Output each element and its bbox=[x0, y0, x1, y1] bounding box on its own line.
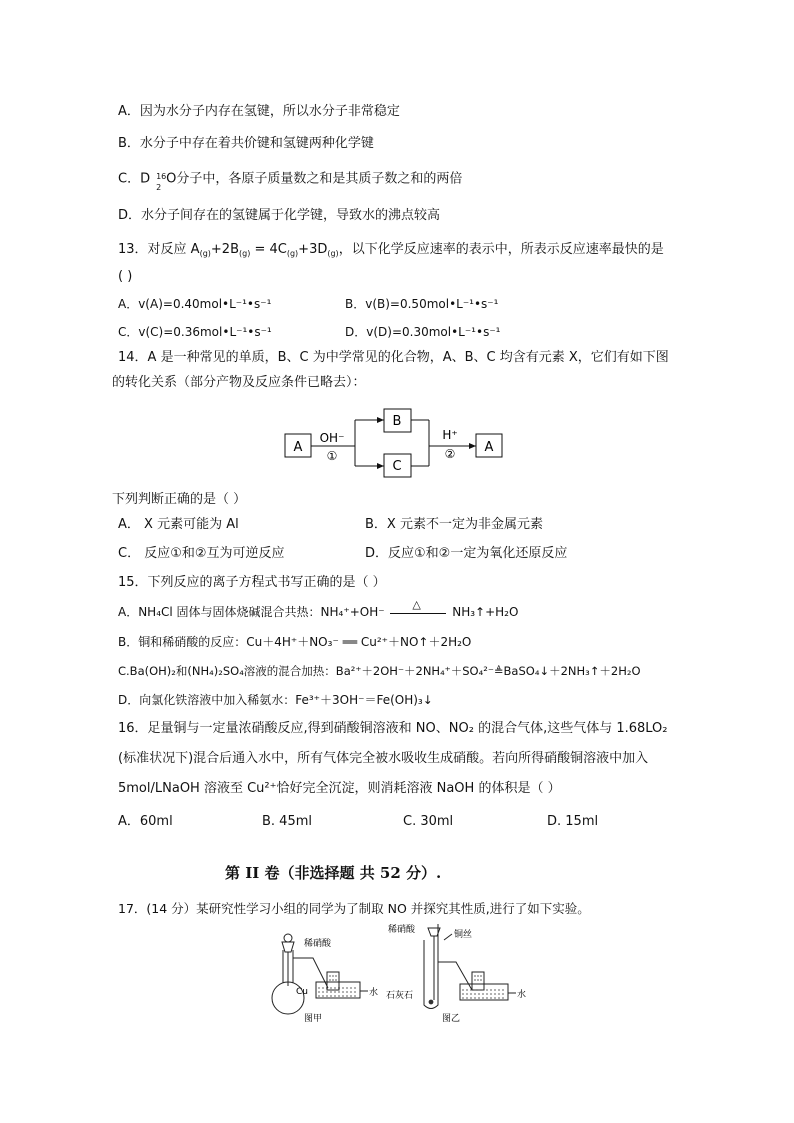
q14-question: 下列判断正确的是（ ） bbox=[112, 492, 247, 507]
q15-option-a bbox=[118, 597, 519, 622]
fig-a-caption: 图甲 bbox=[304, 1014, 323, 1024]
q13-option-a: A．v(A)=0.40mol•L⁻¹•s⁻¹ bbox=[118, 297, 272, 311]
q15-stem: 15．下列反应的离子方程式书写正确的是（ ） bbox=[118, 575, 386, 590]
q13-stem-end: ，以下化学反应速率的表示中，所表示反应速率最快的是 bbox=[338, 242, 664, 257]
diagram-box-a-right: A bbox=[484, 440, 494, 455]
q15-option-a-left: A．NH₄Cl 固体与固体烧碱混合共热：NH₄⁺+OH⁻ bbox=[118, 605, 385, 619]
q14-option-a: A． X 元素可能为 Al bbox=[118, 517, 239, 532]
diagram-arrow1-reagent: OH⁻ bbox=[319, 431, 345, 445]
fig-b-wire-label: 铜丝 bbox=[454, 930, 473, 940]
fig-b-stone-label: 石灰石 bbox=[386, 991, 414, 1001]
q17-stem: 17．(14 分）某研究性学习小组的同学为了制取 NO 并探究其性质,进行了如下实验。 bbox=[118, 901, 590, 916]
heat-symbol-icon: △ bbox=[412, 597, 421, 611]
q15-option-d: D．向氯化铁溶液中加入稀氨水：Fe³⁺＋3OH⁻＝Fe(OH)₃↓ bbox=[118, 693, 433, 707]
q12-option-b: B．水分子中存在着共价键和氢键两种化学键 bbox=[118, 136, 374, 151]
fig-b-acid-label: 稀硝酸 bbox=[388, 925, 416, 935]
fig-a-metal-label: Cu bbox=[296, 987, 308, 997]
q13-option-d: D．v(D)=0.30mol•L⁻¹•s⁻¹ bbox=[345, 325, 501, 339]
q16-option-b: B. 45ml bbox=[262, 814, 313, 829]
diagram-arrow2-reagent: H⁺ bbox=[442, 428, 458, 442]
fig-b-water-label: 水 bbox=[517, 990, 527, 1000]
q16-line3: 5mol/LNaOH 溶液至 Cu²⁺恰好完全沉淀，则消耗溶液 NaOH 的体积是（ ） bbox=[118, 781, 561, 796]
diagram-box-c: C bbox=[392, 459, 402, 474]
q16-option-d: D. 15ml bbox=[547, 814, 599, 829]
diagram-box-a-left: A bbox=[293, 440, 303, 455]
q12-option-c bbox=[118, 170, 463, 192]
q13-stem bbox=[118, 241, 664, 263]
section-2-title: 第 II 卷（非选择题 共 52 分）. bbox=[225, 864, 442, 882]
diagram-arrow1-step: ① bbox=[326, 449, 338, 463]
q12-option-c-prefix: C．D bbox=[118, 171, 151, 187]
q14-stem-line1: 14．A 是一种常见的单质，B、C 为中学常见的化合物，A、B、C 均含有元素 X，它们有如下图 bbox=[118, 350, 669, 365]
q13-state-b: (g) bbox=[239, 249, 251, 258]
q15-heat-arrow bbox=[388, 597, 448, 622]
q12-option-c-mass-number: 16 bbox=[156, 172, 167, 181]
diagram-box-b: B bbox=[392, 414, 402, 429]
q13-option-c: C．v(C)=0.36mol•L⁻¹•s⁻¹ bbox=[118, 325, 272, 339]
q13-stem-d: +3D bbox=[298, 242, 328, 257]
q12-option-a: A．因为水分子内存在氢键，所以水分子非常稳定 bbox=[118, 104, 400, 119]
fig-a-water-label: 水 bbox=[369, 988, 379, 998]
q14-option-d: D．反应①和②一定为氧化还原反应 bbox=[365, 546, 568, 561]
q14-conversion-diagram bbox=[280, 403, 510, 479]
q12-option-c-atom-count: 2 bbox=[156, 183, 162, 192]
q13-answer-paren: ( ) bbox=[118, 269, 133, 284]
diagram-arrow2-step: ② bbox=[444, 447, 456, 461]
q14-stem-line2: 的转化关系（部分产物及反应条件已略去）： bbox=[112, 375, 366, 390]
q16-line1: 16．足量铜与一定量浓硝酸反应,得到硝酸铜溶液和 NO、NO₂ 的混合气体,这些气体与 1.68LO₂ bbox=[118, 721, 668, 736]
q16-option-a: A．60ml bbox=[118, 814, 173, 829]
q12-option-c-text: O分子中，各原子质量数之和是其质子数之和的两倍 bbox=[166, 171, 463, 187]
q16-option-c: C. 30ml bbox=[403, 814, 454, 829]
q13-option-b: B．v(B)=0.50mol•L⁻¹•s⁻¹ bbox=[345, 297, 499, 311]
q15-option-c: C.Ba(OH)₂和(NH₄)₂SO₄溶液的混合加热：Ba²⁺＋2OH⁻＋2NH₄⁺＋SO₄²⁻≜BaSO₄↓＋2NH₃↑＋2H₂O bbox=[118, 664, 641, 678]
q13-state-c: (g) bbox=[286, 249, 299, 258]
apparatus-figure-a bbox=[268, 928, 378, 1023]
apparatus-figure-b bbox=[384, 920, 527, 1025]
fig-b-caption: 图乙 bbox=[442, 1014, 461, 1024]
q12-option-d: D．水分子间存在的氢键属于化学键，导致水的沸点较高 bbox=[118, 208, 441, 223]
q15-option-a-right: NH₃↑+H₂O bbox=[452, 605, 519, 619]
q14-option-c: C． 反应①和②互为可逆反应 bbox=[118, 546, 285, 561]
q16-line2: (标准状况下)混合后通入水中，所有气体完全被水吸收生成硝酸。若向所得硝酸铜溶液中加入 bbox=[118, 751, 649, 766]
q13-stem-a: 13．对反应 A bbox=[118, 242, 200, 257]
q14-option-b: B．X 元素不一定为非金属元素 bbox=[365, 517, 543, 532]
q13-stem-c: = 4C bbox=[250, 242, 287, 257]
q13-state-d: (g) bbox=[327, 249, 339, 258]
q13-stem-b: +2B bbox=[210, 242, 239, 257]
q13-state-a: (g) bbox=[199, 249, 211, 258]
q15-option-b: B．铜和稀硝酸的反应：Cu＋4H⁺＋NO₃⁻ ══ Cu²⁺＋NO↑＋2H₂O bbox=[118, 635, 472, 649]
fig-a-acid-label: 稀硝酸 bbox=[304, 939, 332, 949]
